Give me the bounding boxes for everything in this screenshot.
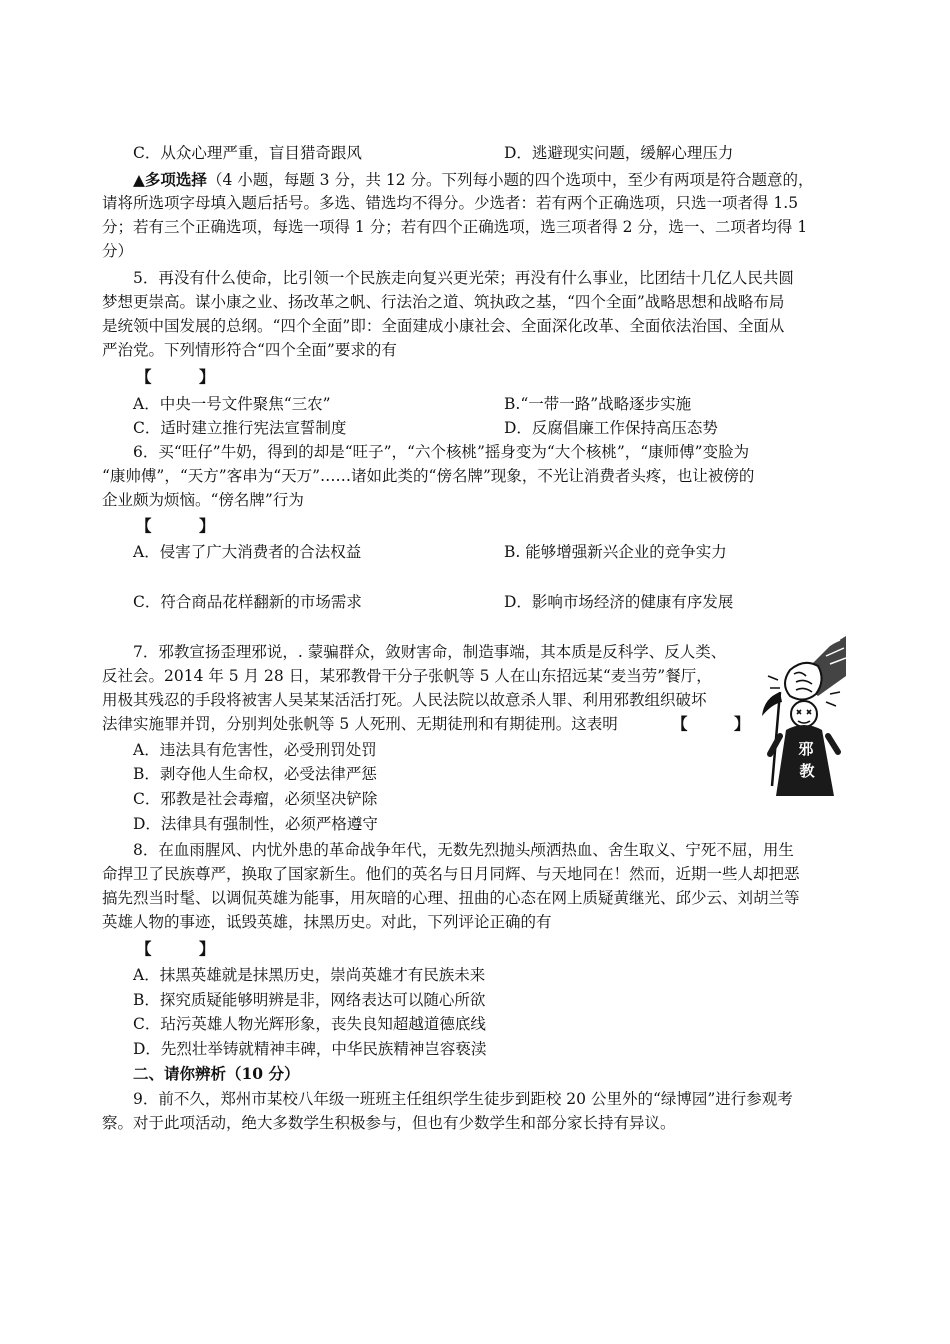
q6-option-c: C．符合商品花样翻新的市场需求 [133,593,362,611]
q5-answer-bracket-right: 】 [199,367,215,386]
section-multi-instructions-3: 分） [102,242,134,260]
q5-stem-0: 5．再没有什么使命，比引领一个民族走向复兴更光荣；再没有什么事业，比团结十几亿人民共圆 [133,269,794,287]
cartoon-label-1: 邪 [798,740,814,758]
q8-answer-bracket-left: 【 [136,939,152,958]
q4-option-d: D．逃避现实问题，缓解心理压力 [504,144,734,162]
q7-option-b: B．剥夺他人生命权，必受法律严惩 [133,765,377,783]
q6-option-b: B. 能够增强新兴企业的竞争实力 [504,543,727,561]
q4-option-c: C．从众心理严重，盲目猎奇跟风 [133,144,362,162]
q5-option-c: C．适时建立推行宪法宣誓制度 [133,419,347,437]
q5-option-d: D．反腐倡廉工作保持高压态势 [504,419,718,437]
cult-cartoon-illustration [760,636,846,798]
q6-option-d: D．影响市场经济的健康有序发展 [504,593,734,611]
q7-option-a: A．违法具有危害性，必受刑罚处罚 [133,741,377,759]
q7-stem-1: 反社会。2014 年 5 月 28 日，某邪教骨干分子张帆等 5 人在山东招远某“麦当劳”餐厅， [102,667,712,685]
q6-answer-bracket-right: 】 [199,516,215,535]
q7-stem-0: 7．邪教宣扬歪理邪说，. 蒙骗群众，敛财害命，制造事端，其本质是反科学、反人类、 [133,643,727,661]
q8-option-d: D．先烈壮举铸就精神丰碑，中华民族精神岂容亵渎 [133,1040,487,1058]
q5-option-a: A．中央一号文件聚焦“三农” [133,395,331,413]
q8-stem-0: 8．在血雨腥风、内忧外患的革命战争年代，无数先烈抛头颅洒热血、舍生取义、宁死不屈，用生 [133,841,794,859]
q8-stem-1: 命捍卫了民族尊严，换取了国家新生。他们的英名与日月同辉、与天地同在！然而，近期一些人却把恶 [102,865,800,883]
q6-answer-bracket-left: 【 [136,516,152,535]
section-multi-instructions-2: 分；若有三个正确选项，每选一项得 1 分；若有四个正确选项，选三项者得 2 分，选一、二项者均得 1 [102,218,808,236]
section-multi-instructions-1: 请将所选项字母填入题后括号。多选、错选均不得分。少选者：若有两个正确选项，只选一项者得 1.5 [102,194,799,212]
section2-heading: 二、请你辨析（10 分） [133,1064,300,1083]
section-multi-instructions-0: （4 小题，每题 3 分，共 12 分。下列每小题的四个选项中，至少有两项是符合题意的， [206,171,814,189]
q8-option-c: C．玷污英雄人物光辉形象，丧失良知超越道德底线 [133,1015,486,1033]
q6-stem-1: “康帅傅”，“天方”客串为“天万”……诸如此类的“傍名牌”现象，不光让消费者头疼，也让被傍的 [102,467,755,485]
q9-stem-1: 察。对于此项活动，绝大多数学生积极参与，但也有少数学生和部分家长持有异议。 [102,1114,676,1132]
q5-stem-3: 严治党。下列情形符合“四个全面”要求的有 [102,341,397,359]
q9-stem-0: 9．前不久，郑州市某校八年级一班班主任组织学生徒步到距校 20 公里外的“绿博园”进行参观考 [133,1090,793,1108]
q6-stem-2: 企业颇为烦恼。“傍名牌”行为 [102,491,304,509]
q5-answer-bracket-left: 【 [136,367,152,386]
q7-option-c: C．邪教是社会毒瘤，必须坚决铲除 [133,790,378,808]
q7-answer-bracket-left: 【 [672,714,688,733]
q6-stem-0: 6．买“旺仔”牛奶，得到的却是“旺子”，“六个核桃”摇身变为“大个核桃”，“康师傅”变脸为 [133,443,750,461]
q7-answer-bracket-right: 】 [734,714,750,733]
q8-answer-bracket-right: 】 [199,939,215,958]
q7-stem-3: 法律实施罪并罚，分别判处张帆等 5 人死刑、无期徒刑和有期徒刑。这表明 [102,715,618,733]
q8-stem-2: 搞先烈当时髦、以调侃英雄为能事，用灰暗的心理、扭曲的心态在网上质疑黄继光、邱少云、刘胡兰等 [102,889,800,907]
section-multi-heading: 多项选择 [144,170,207,189]
q8-option-b: B．探究质疑能够明辨是非，网络表达可以随心所欲 [133,991,486,1009]
q5-option-b: B.“一带一路”战略逐步实施 [504,395,692,413]
section-multi-header [133,170,814,190]
q8-stem-3: 英雄人物的事迹，诋毁英雄，抹黑历史。对此，下列评论正确的有 [102,913,552,931]
q6-option-a: A．侵害了广大消费者的合法权益 [133,543,362,561]
q7-stem-2: 用极其残忍的手段将被害人吴某某活活打死。人民法院以故意杀人罪、利用邪教组织破坏 [102,691,707,709]
q7-option-d: D．法律具有强制性，必须严格遵守 [133,815,378,833]
q5-stem-2: 是统领中国发展的总纲。“四个全面”即：全面建成小康社会、全面深化改革、全面依法治国、全面从 [102,317,785,335]
q5-stem-1: 梦想更崇高。谋小康之业、扬改革之帆、行法治之道、筑执政之基，“四个全面”战略思想和战略布局 [102,293,785,311]
section-mark: ▲ [133,170,145,189]
q8-option-a: A．抹黑英雄就是抹黑历史，崇尚英雄才有民族未来 [133,966,486,984]
cartoon-label-2: 教 [799,762,815,780]
